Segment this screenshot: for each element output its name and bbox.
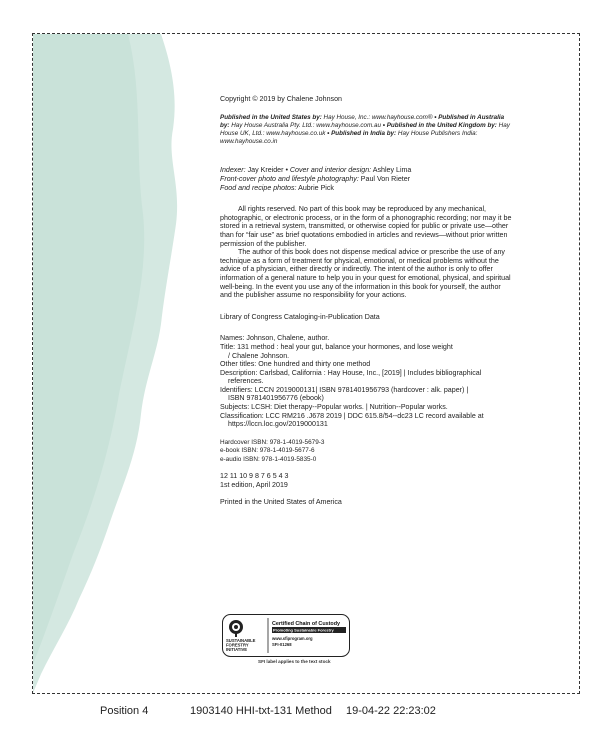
isbn-list xyxy=(220,439,512,464)
food-photo-label: Food and recipe photos: xyxy=(220,183,297,192)
pub-us-label: Published in the United States by: xyxy=(220,113,322,121)
isbn-ebook: e-book ISBN: 978-1-4019-5677-6 xyxy=(220,447,315,455)
sfi-subheading: Promoting Sustainable Forestry xyxy=(273,627,334,633)
pub-in-text: Hay House Publishers India: www.hayhouse.co.in xyxy=(220,130,478,146)
printing-numbers: 12 11 10 9 8 7 6 5 4 3 xyxy=(220,472,289,481)
cip-title-cont: / Chalene Johnson. xyxy=(228,351,290,360)
sfi-logo-line3: INITIATIVE xyxy=(226,647,248,652)
front-photo-name: Paul Von Rieter xyxy=(358,175,411,183)
pub-uk-text: Hay House UK, Ltd.: www.hayhouse.co.uk xyxy=(220,121,510,137)
design-name: Ashley Lima xyxy=(371,166,412,175)
indexer-label: Indexer: xyxy=(220,166,246,175)
sfi-heading: Certified Chain of Custody xyxy=(272,621,340,627)
sfi-note: SFI label applies to the text stock xyxy=(258,659,331,664)
sfi-url: www.sfiprogram.org xyxy=(272,636,313,641)
isbn-hardcover: Hardcover ISBN: 978-1-4019-5679-3 xyxy=(220,438,325,446)
sfi-logo-line2: FORESTRY xyxy=(226,642,249,648)
pub-au-label: • Published in Australia by: xyxy=(220,113,505,129)
slug-position: Position 4 xyxy=(100,705,149,717)
rights-paragraph: All rights reserved. No part of this book may be reproduced by any mechanical, photographic, or electronic process, or in the form of a phonographic recording; nor may it be stored in a retrieval system, transmitted, or otherwise copied for public or private use—other than for “fair use” as brief quotations embodied in articles and reviews—without prior written permission of the publisher. xyxy=(220,205,512,248)
cip-data xyxy=(220,334,512,429)
sfi-logo-line1: SUSTAINABLE xyxy=(226,638,256,643)
disclaimer-paragraph: The author of this book does not dispense medical advice or prescribe the use of any technique as a form of treatment for physical, emotional, or medical problems without the advice of a physician, either directly or indirectly. The intent of the author is only to offer information of a general nature to help you in your quest for emotional, physical, and spiritual well-being. In the event you use any of the information in this book for yourself, the author and the publisher assume no responsibility for your actions. xyxy=(220,248,511,300)
sfi-code: SFI-01268 xyxy=(272,642,292,647)
edition: 1st edition, April 2019 xyxy=(220,480,288,489)
publishing-info xyxy=(220,114,512,147)
cip-classification: Classification: LCC RM216 .J678 2019 | DDC 615.8/54--dc23 LC record available at https://lccn.loc.gov/2019000131 xyxy=(220,411,484,429)
watercolor-wash xyxy=(33,34,183,693)
cip-identifiers-cont: ISBN 9781401956776 (ebook) xyxy=(228,394,324,403)
cip-identifiers: Identifiers: LCCN 2019000131| ISBN 9781401956793 (hardcover : alk. paper) | xyxy=(220,385,469,394)
printing-info xyxy=(220,472,512,489)
printed-in: Printed in the United States of America xyxy=(220,498,342,507)
cip-description: Description: Carlsbad, California : Hay House, Inc., [2019] | Includes bibliographical references. xyxy=(220,368,482,386)
pub-us-text: Hay House, Inc.: www.hayhouse.com® xyxy=(321,113,433,121)
pub-uk-label: • Published in the United Kingdom by: xyxy=(381,121,497,129)
rights-notice xyxy=(220,205,512,300)
copyright-page xyxy=(220,95,512,507)
copyright-line: Copyright © 2019 by Chalene Johnson xyxy=(220,95,342,103)
isbn-audio: e-audio ISBN: 978-1-4019-5835-0 xyxy=(220,455,317,463)
cip-subjects: Subjects: LCSH: Diet therapy--Popular works. | Nutrition--Popular works. xyxy=(220,403,448,412)
pub-in-label: • Published in India by: xyxy=(325,130,397,137)
sfi-label xyxy=(222,614,350,657)
food-photo-name: Aubrie Pick xyxy=(296,183,334,192)
design-label: • Cover and interior design: xyxy=(283,166,372,175)
cip-other-titles: Other titles: One hundred and thirty one method xyxy=(220,360,371,369)
cip-heading: Library of Congress Cataloging-in-Publication Data xyxy=(220,312,380,321)
cip-names: Names: Johnson, Chalene, author. xyxy=(220,334,330,343)
indexer-name: Jay Kreider xyxy=(245,166,284,175)
slug-timestamp: 19-04-22 22:23:02 xyxy=(346,705,436,717)
credits xyxy=(220,166,512,192)
front-photo-label: Front-cover photo and lifestyle photography: xyxy=(220,175,359,183)
cip-title: Title: 131 method : heal your gut, balance your hormones, and lose weight xyxy=(220,342,453,351)
slug-job: 1903140 HHI-txt-131 Method xyxy=(190,705,332,717)
pub-au-text: Hay House Australia Pty. Ltd.: www.hayhouse.com.au xyxy=(229,121,381,129)
